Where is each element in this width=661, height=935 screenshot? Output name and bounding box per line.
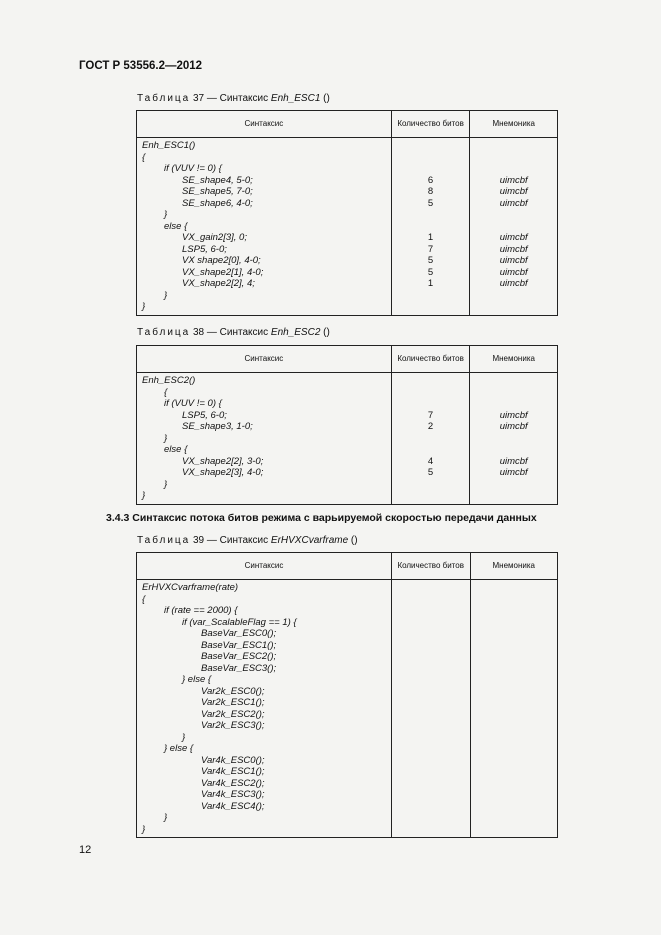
code-line: {: [164, 386, 168, 398]
code-line: Enh_ESC1(): [142, 140, 196, 151]
mnemonic-value: [471, 709, 558, 721]
mnemonic-value: [470, 479, 557, 491]
mnemonic-value: [471, 663, 558, 675]
code-line: BaseVar_ESC1();: [201, 639, 277, 651]
mnemonic-value: [471, 755, 558, 767]
caption-number: 37 — Синтаксис: [193, 93, 269, 104]
mnemonic-value: [471, 686, 558, 698]
bits-value: 1: [427, 232, 434, 243]
code-line: Var4k_ESC1();: [201, 766, 265, 777]
code-line: BaseVar_ESC0();: [201, 628, 277, 639]
bits-value: [392, 594, 470, 606]
bits-value: [392, 824, 470, 836]
bits-value: 1: [427, 278, 434, 289]
bits-value: [392, 479, 470, 491]
code-line: Var2k_ESC3();: [201, 720, 265, 731]
bits-value: [392, 490, 470, 502]
bits-value: [392, 375, 470, 387]
code-line: else {: [164, 220, 188, 232]
bits-value: [392, 140, 470, 152]
bits-value: [392, 617, 470, 629]
bits-value: [392, 755, 470, 767]
code-line: if (var_ScalableFlag == 1) {: [182, 616, 297, 628]
code-line: BaseVar_ESC2();: [201, 651, 277, 662]
mnemonic-column: [470, 580, 558, 838]
mnemonic-value: uimcbf: [499, 197, 528, 209]
code-line: SE_shape3, 1-0;: [182, 421, 253, 432]
syntax-table-38: [136, 345, 558, 505]
mnemonic-value: uimcbf: [499, 266, 528, 278]
caption-label: Таблица: [137, 93, 191, 104]
mnemonic-value: uimcbf: [499, 243, 528, 255]
bits-value: [392, 221, 470, 233]
caption-paren: (): [348, 535, 358, 546]
code-line: Enh_ESC2(): [142, 375, 196, 386]
bits-value: [392, 290, 470, 302]
code-line: LSP5, 6-0;: [182, 243, 227, 255]
bits-value: [392, 582, 470, 594]
mnemonic-value: [471, 812, 558, 824]
bits-value: [392, 812, 470, 824]
code-line: }: [142, 301, 146, 312]
syntax-column: [137, 580, 392, 838]
mnemonic-value: [471, 801, 558, 813]
mnemonic-value: [471, 582, 558, 594]
code-line: }: [164, 289, 168, 301]
bits-value: 5: [427, 467, 434, 478]
code-line: if (VUV != 0) {: [164, 398, 222, 409]
bits-value: [392, 732, 470, 744]
mnemonic-value: [471, 594, 558, 606]
bits-value: [392, 387, 470, 399]
document-header: ГОСТ Р 53556.2—2012: [79, 60, 203, 72]
bits-value: [392, 766, 470, 778]
table-caption-39: [137, 535, 358, 546]
bits-value: [392, 605, 470, 617]
code-line: Var4k_ESC4();: [201, 800, 265, 812]
header-mnemonic: Мнемоника: [470, 553, 558, 580]
bits-value: [392, 789, 470, 801]
caption-label: Таблица: [137, 535, 191, 546]
mnemonic-value: [471, 674, 558, 686]
mnemonic-value: [471, 778, 558, 790]
code-line: Var4k_ESC0();: [201, 754, 265, 766]
bits-value: [392, 163, 470, 175]
mnemonic-value: [470, 301, 557, 313]
caption-paren: (): [320, 93, 330, 104]
bits-value: [392, 651, 470, 663]
table-header-row: [137, 553, 558, 580]
mnemonic-value: [470, 209, 557, 221]
mnemonic-value: [470, 387, 557, 399]
code-line: VX_shape2[2], 4;: [182, 278, 255, 289]
code-line: BaseVar_ESC3();: [201, 662, 277, 674]
code-line: Var2k_ESC0();: [201, 685, 265, 697]
table-header-row: [137, 111, 558, 138]
bits-value: [392, 697, 470, 709]
code-line: VX_gain2[3], 0;: [182, 232, 247, 243]
caption-number: 38 — Синтаксис: [193, 327, 269, 338]
mnemonic-value: [470, 140, 557, 152]
header-bits: Количество битов: [391, 553, 470, 580]
mnemonic-value: uimcbf: [499, 409, 528, 421]
code-line: }: [142, 490, 146, 501]
bits-column: [391, 373, 470, 505]
mnemonic-value: uimcbf: [499, 421, 528, 432]
header-mnemonic: Мнемоника: [470, 111, 558, 138]
bits-value: [392, 628, 470, 640]
table-header-row: [137, 346, 558, 373]
caption-paren: (): [320, 327, 330, 338]
bits-value: [392, 743, 470, 755]
table-body-row: [137, 373, 558, 505]
header-syntax: Синтаксис: [137, 553, 392, 580]
mnemonic-value: [470, 490, 557, 502]
mnemonic-column: [470, 138, 558, 316]
code-line: {: [142, 593, 146, 605]
bits-value: 7: [427, 243, 434, 255]
code-line: {: [142, 151, 146, 163]
code-line: if (VUV != 0) {: [164, 163, 222, 174]
bits-value: [392, 209, 470, 221]
code-line: }: [164, 209, 168, 220]
mnemonic-value: uimcbf: [499, 278, 528, 289]
caption-name: Enh_ESC2: [270, 327, 321, 338]
code-line: VX_shape2[3], 4-0;: [182, 467, 264, 478]
bits-value: 5: [427, 266, 434, 278]
code-line: Var2k_ESC1();: [201, 697, 265, 708]
code-line: }: [164, 478, 168, 490]
caption-name: ErHVXCvarframe: [270, 535, 349, 546]
mnemonic-value: [471, 640, 558, 652]
bits-value: [392, 640, 470, 652]
mnemonic-value: [470, 433, 557, 445]
code-line: } else {: [164, 743, 194, 754]
mnemonic-value: [470, 221, 557, 233]
code-line: }: [164, 432, 168, 444]
mnemonic-value: [471, 628, 558, 640]
mnemonic-value: [470, 398, 557, 410]
code-line: }: [142, 823, 146, 835]
mnemonic-value: [470, 444, 557, 456]
mnemonic-value: [471, 766, 558, 778]
bits-value: [392, 663, 470, 675]
code-line: ErHVXCvarframe(rate): [142, 582, 239, 593]
syntax-table-39: [136, 552, 558, 838]
mnemonic-value: [470, 290, 557, 302]
mnemonic-value: uimcbf: [499, 255, 528, 266]
syntax-table-37: [136, 110, 558, 316]
mnemonic-value: [471, 824, 558, 836]
mnemonic-value: uimcbf: [499, 467, 528, 478]
header-syntax: Синтаксис: [137, 111, 392, 138]
code-line: SE_shape6, 4-0;: [182, 197, 253, 209]
bits-value: 5: [427, 255, 434, 266]
caption-label: Таблица: [137, 327, 191, 338]
caption-number: 39 — Синтаксис: [193, 535, 269, 546]
caption-name: Enh_ESC1: [270, 93, 321, 104]
table-body-row: [137, 580, 558, 838]
mnemonic-value: [471, 697, 558, 709]
header-bits: Количество битов: [391, 346, 470, 373]
code-line: }: [182, 731, 186, 743]
bits-value: 7: [427, 409, 434, 421]
mnemonic-value: [471, 605, 558, 617]
mnemonic-value: [471, 651, 558, 663]
bits-value: [392, 398, 470, 410]
code-line: Var4k_ESC3();: [201, 789, 265, 800]
mnemonic-value: uimcbf: [499, 186, 528, 197]
mnemonic-value: [470, 152, 557, 164]
bits-value: [392, 152, 470, 164]
header-syntax: Синтаксис: [137, 346, 392, 373]
bits-value: [392, 709, 470, 721]
bits-value: [392, 778, 470, 790]
bits-value: 6: [427, 174, 434, 186]
header-mnemonic: Мнемоника: [470, 346, 558, 373]
mnemonic-value: uimcbf: [499, 174, 528, 186]
mnemonic-column: [470, 373, 558, 505]
mnemonic-value: [471, 617, 558, 629]
header-bits: Количество битов: [391, 111, 470, 138]
mnemonic-value: [471, 732, 558, 744]
code-line: VX_shape2[2], 3-0;: [182, 455, 264, 467]
bits-value: [392, 801, 470, 813]
mnemonic-value: uimcbf: [499, 232, 528, 243]
code-line: }: [164, 812, 168, 823]
bits-value: [392, 720, 470, 732]
code-line: LSP5, 6-0;: [182, 409, 227, 421]
bits-value: [392, 686, 470, 698]
syntax-column: [137, 138, 392, 316]
bits-value: 4: [427, 455, 434, 467]
code-line: SE_shape5, 7-0;: [182, 186, 253, 197]
table-caption-38: [137, 327, 330, 338]
bits-value: [392, 674, 470, 686]
syntax-column: [137, 373, 392, 505]
table-body-row: [137, 138, 558, 316]
code-line: Var2k_ESC2();: [201, 708, 265, 720]
bits-value: [392, 433, 470, 445]
bits-value: 5: [427, 197, 434, 209]
section-heading: 3.4.3 Синтаксис потока битов режима с варьируемой скоростью передачи данных: [106, 512, 537, 524]
code-line: else {: [164, 444, 188, 455]
mnemonic-value: uimcbf: [499, 455, 528, 467]
mnemonic-value: [470, 163, 557, 175]
bits-value: [392, 444, 470, 456]
mnemonic-value: [471, 743, 558, 755]
bits-value: [392, 301, 470, 313]
page-number: 12: [79, 844, 92, 856]
mnemonic-value: [471, 789, 558, 801]
bits-column: [391, 580, 470, 838]
bits-column: [391, 138, 470, 316]
mnemonic-value: [471, 720, 558, 732]
code-line: } else {: [182, 674, 212, 685]
code-line: VX_shape2[1], 4-0;: [182, 266, 264, 278]
bits-value: 8: [427, 186, 434, 197]
mnemonic-value: [470, 375, 557, 387]
code-line: SE_shape4, 5-0;: [182, 174, 253, 186]
code-line: if (rate == 2000) {: [164, 605, 238, 616]
table-caption-37: [137, 93, 330, 104]
code-line: Var4k_ESC2();: [201, 777, 265, 789]
bits-value: 2: [427, 421, 434, 432]
code-line: VX shape2[0], 4-0;: [182, 255, 261, 266]
